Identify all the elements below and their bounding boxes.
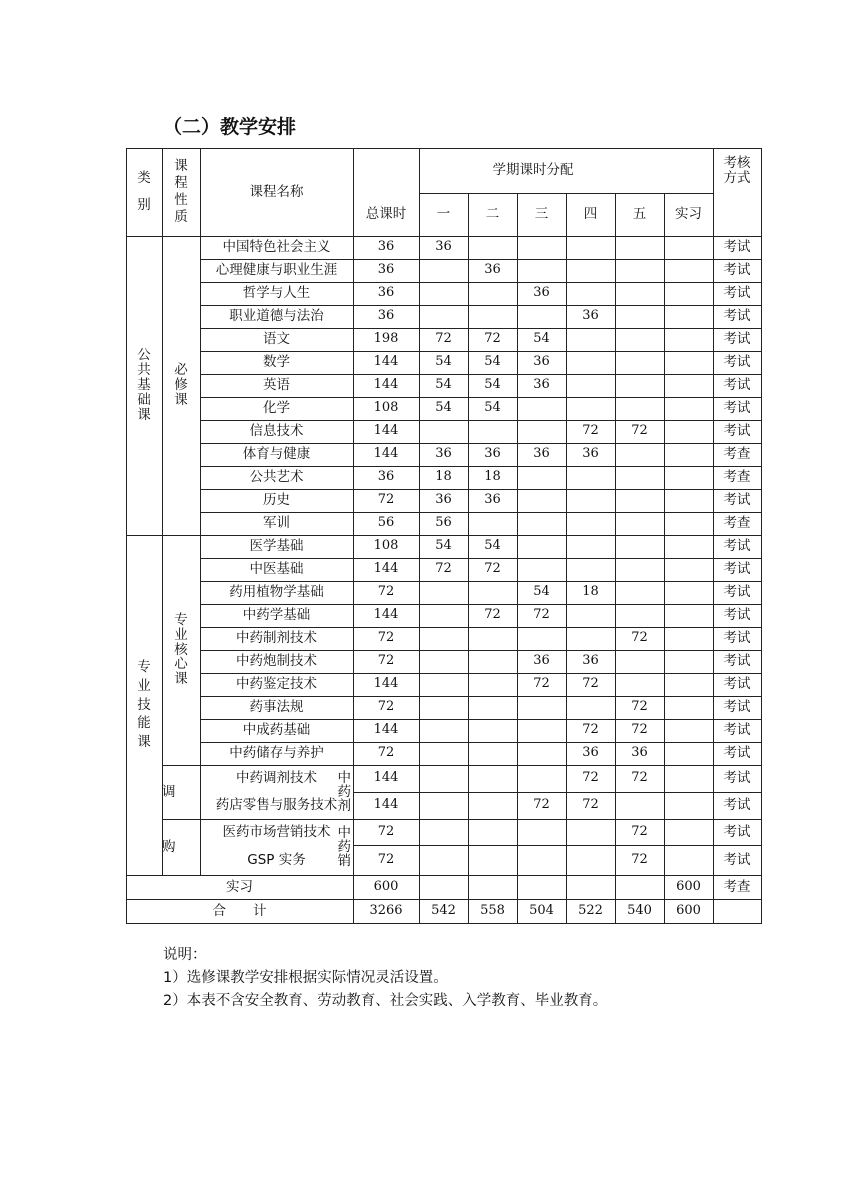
- header-exam-method: 考核方式: [723, 154, 751, 186]
- course-name: 中药鉴定技术: [236, 676, 317, 693]
- hours-cell: 558: [480, 902, 505, 918]
- course-name: 语文: [263, 331, 290, 348]
- hours-cell: [419, 305, 468, 328]
- hours-cell: [615, 443, 664, 466]
- course-name: 信息技术: [249, 423, 304, 440]
- internship-label: 实习: [226, 878, 253, 895]
- hours-cell: [664, 420, 713, 443]
- hours-cell: 72: [435, 561, 452, 577]
- hours-cell: [566, 282, 615, 305]
- exam-method: 考试: [723, 745, 751, 762]
- exam-method: 考试: [723, 653, 751, 670]
- header-category: 类 别: [137, 170, 151, 213]
- hours-cell: [664, 489, 713, 512]
- hours-cell: [615, 673, 664, 696]
- exam-method: 考试: [723, 823, 751, 840]
- exam-method: 考试: [723, 630, 751, 647]
- hours-cell: [517, 558, 566, 581]
- hours-cell: 72: [631, 699, 648, 715]
- exam-method: 考试: [723, 285, 751, 302]
- hours-cell: 72: [582, 722, 599, 738]
- hours-cell: [664, 236, 713, 259]
- hours-cell: 36: [377, 262, 395, 278]
- hours-cell: 36: [484, 492, 501, 508]
- notes-heading: 说明：: [163, 947, 207, 963]
- hours-cell: [517, 397, 566, 420]
- header-col-4: 四: [583, 206, 598, 223]
- hours-cell: [419, 420, 468, 443]
- hours-cell: [615, 259, 664, 282]
- course-name: 中药制剂技术: [236, 630, 317, 647]
- hours-cell: 54: [484, 377, 501, 393]
- hours-cell: [517, 765, 566, 792]
- exam-method: 考试: [723, 354, 751, 371]
- course-name: 英语: [263, 377, 290, 394]
- hours-cell: 18: [435, 469, 452, 485]
- course-name: 公共艺术: [249, 469, 304, 486]
- hours-cell: 36: [533, 446, 550, 462]
- course-name: 中成药基础: [242, 722, 311, 739]
- header-semester-distribution: 学期课时分配: [492, 162, 574, 179]
- hours-cell: [468, 719, 517, 742]
- hours-cell: 72: [377, 699, 395, 715]
- course-name: 医学基础: [249, 538, 304, 555]
- header-col-3: 三: [534, 206, 549, 223]
- exam-method: 考试: [723, 331, 751, 348]
- course-name: 历史: [263, 492, 290, 509]
- note-item: 2）本表不含安全教育、劳动教育、社会实践、入学教育、毕业教育。: [163, 993, 608, 1009]
- hours-cell: [664, 604, 713, 627]
- hours-cell: [664, 765, 713, 792]
- exam-method: 考试: [723, 607, 751, 624]
- hours-cell: [468, 742, 517, 765]
- hours-cell: 54: [484, 400, 501, 416]
- header-col-1: 一: [436, 206, 451, 223]
- hours-cell: 36: [631, 745, 648, 761]
- hours-cell: 144: [373, 797, 399, 813]
- course-name: 中药调剂技术: [236, 770, 317, 787]
- course-name: GSP 实务: [247, 851, 306, 868]
- hours-cell: [419, 719, 468, 742]
- hours-cell: 72: [631, 630, 648, 646]
- hours-cell: [419, 627, 468, 650]
- hours-cell: [615, 282, 664, 305]
- hours-cell: 54: [435, 538, 452, 554]
- hours-cell: [664, 374, 713, 397]
- hours-cell: [615, 374, 664, 397]
- hours-cell: [615, 236, 664, 259]
- course-name: 中药炮制技术: [236, 653, 317, 670]
- hours-cell: 36: [435, 239, 452, 255]
- hours-cell: 72: [484, 331, 501, 347]
- hours-cell: [664, 397, 713, 420]
- hours-cell: [566, 696, 615, 719]
- hours-cell: [566, 558, 615, 581]
- hours-cell: [615, 305, 664, 328]
- hours-cell: 18: [484, 469, 501, 485]
- hours-cell: 72: [631, 770, 648, 786]
- hours-cell: [664, 259, 713, 282]
- hours-cell: [468, 627, 517, 650]
- course-name: 医药市场营销技术: [222, 823, 331, 840]
- hours-cell: 540: [627, 902, 652, 918]
- group-professional-core: 专 业 核 心 课: [174, 611, 188, 688]
- hours-cell: 54: [484, 538, 501, 554]
- hours-cell: 3266: [369, 902, 403, 918]
- hours-cell: [664, 792, 713, 819]
- header-course-name: 课程名称: [249, 183, 304, 200]
- hours-cell: [468, 305, 517, 328]
- hours-cell: [566, 535, 615, 558]
- header-col-2: 二: [485, 206, 500, 223]
- hours-cell: [419, 581, 468, 604]
- hours-cell: 72: [484, 561, 501, 577]
- hours-cell: [664, 512, 713, 535]
- hours-cell: 18: [582, 584, 599, 600]
- hours-cell: [566, 512, 615, 535]
- exam-method: 考试: [723, 770, 751, 787]
- hours-cell: 72: [484, 607, 501, 623]
- hours-cell: [468, 420, 517, 443]
- hours-cell: 56: [377, 515, 395, 531]
- hours-cell: [419, 604, 468, 627]
- hours-cell: 144: [373, 770, 399, 786]
- hours-cell: 36: [533, 354, 550, 370]
- hours-cell: [517, 535, 566, 558]
- hours-cell: [615, 351, 664, 374]
- hours-cell: [517, 696, 566, 719]
- hours-cell: [468, 845, 517, 875]
- hours-cell: 72: [582, 797, 599, 813]
- course-name: 军训: [263, 515, 290, 532]
- hours-cell: [615, 558, 664, 581]
- hours-cell: [566, 397, 615, 420]
- hours-cell: [615, 792, 664, 819]
- hours-cell: [566, 328, 615, 351]
- hours-cell: 522: [578, 902, 603, 918]
- total-label: 合 计: [212, 902, 267, 919]
- hours-cell: 72: [533, 797, 550, 813]
- hours-cell: [517, 466, 566, 489]
- hours-cell: 198: [373, 331, 399, 347]
- hours-cell: 36: [582, 308, 599, 324]
- hours-cell: [566, 351, 615, 374]
- hours-cell: [419, 765, 468, 792]
- hours-cell: 72: [582, 423, 599, 439]
- course-name: 心理健康与职业生涯: [215, 262, 338, 279]
- hours-cell: [419, 742, 468, 765]
- hours-cell: [517, 305, 566, 328]
- hours-cell: [419, 845, 468, 875]
- hours-cell: 144: [373, 607, 399, 623]
- hours-cell: [468, 673, 517, 696]
- exam-method: 考查: [723, 446, 751, 463]
- hours-cell: 54: [435, 354, 452, 370]
- hours-cell: [615, 604, 664, 627]
- hours-cell: [664, 282, 713, 305]
- hours-cell: [517, 819, 566, 845]
- hours-cell: [566, 374, 615, 397]
- hours-cell: [615, 535, 664, 558]
- hours-cell: [664, 650, 713, 673]
- hours-cell: [664, 535, 713, 558]
- hours-cell: [468, 236, 517, 259]
- hours-cell: [615, 397, 664, 420]
- hours-cell: 600: [373, 878, 399, 894]
- hours-cell: [664, 351, 713, 374]
- hours-cell: 54: [435, 377, 452, 393]
- hours-cell: [615, 466, 664, 489]
- exam-method: 考试: [723, 308, 751, 325]
- hours-cell: 144: [373, 561, 399, 577]
- exam-method: 考试: [723, 423, 751, 440]
- hours-cell: [566, 627, 615, 650]
- course-name: 中药学基础: [242, 607, 311, 624]
- hours-cell: [664, 581, 713, 604]
- hours-cell: 36: [582, 446, 599, 462]
- exam-method: 考试: [723, 538, 751, 555]
- hours-cell: 36: [435, 492, 452, 508]
- hours-cell: [566, 819, 615, 845]
- hours-cell: 72: [377, 823, 395, 839]
- hours-cell: 36: [533, 377, 550, 393]
- hours-cell: [566, 489, 615, 512]
- hours-cell: [517, 420, 566, 443]
- hours-cell: [664, 742, 713, 765]
- hours-cell: 72: [377, 745, 395, 761]
- hours-cell: 144: [373, 377, 399, 393]
- exam-method: 考查: [723, 515, 751, 532]
- hours-cell: 36: [582, 653, 599, 669]
- hours-cell: 72: [582, 770, 599, 786]
- hours-cell: 72: [631, 423, 648, 439]
- hours-cell: 600: [676, 878, 701, 894]
- exam-method: 考试: [723, 797, 751, 814]
- hours-cell: [615, 328, 664, 351]
- group-professional-skill: 专 业 技 能 课: [137, 658, 151, 751]
- exam-method: 考试: [723, 699, 751, 716]
- hours-cell: 72: [377, 851, 395, 867]
- course-name: 化学: [263, 400, 290, 417]
- hours-cell: [664, 443, 713, 466]
- hours-cell: [664, 305, 713, 328]
- hours-cell: [615, 875, 664, 899]
- hours-cell: 144: [373, 722, 399, 738]
- hours-cell: [615, 581, 664, 604]
- hours-cell: [419, 282, 468, 305]
- group-required: 必 修 课: [174, 362, 188, 408]
- course-name: 中药储存与养护: [229, 745, 324, 762]
- hours-cell: 54: [484, 354, 501, 370]
- teaching-schedule-table: [126, 148, 761, 923]
- hours-cell: 72: [377, 492, 395, 508]
- hours-cell: 542: [431, 902, 456, 918]
- course-name: 中国特色社会主义: [222, 239, 331, 256]
- exam-method: 考试: [723, 377, 751, 394]
- hours-cell: [419, 673, 468, 696]
- hours-cell: 36: [484, 262, 501, 278]
- hours-cell: [566, 604, 615, 627]
- hours-cell: [566, 259, 615, 282]
- hours-cell: [517, 742, 566, 765]
- hours-cell: 72: [377, 653, 395, 669]
- hours-cell: 36: [377, 285, 395, 301]
- exam-method: 考试: [723, 722, 751, 739]
- course-name: 药店零售与服务技术: [215, 797, 338, 814]
- header-col-6: 实习: [675, 206, 702, 223]
- exam-method: [713, 899, 761, 923]
- hours-cell: [664, 466, 713, 489]
- hours-cell: 36: [377, 469, 395, 485]
- course-name: 数学: [263, 354, 290, 371]
- course-name: 哲学与人生: [242, 285, 311, 302]
- hours-cell: [664, 819, 713, 845]
- hours-cell: 144: [373, 423, 399, 439]
- hours-cell: [468, 282, 517, 305]
- hours-cell: [517, 719, 566, 742]
- group-sales: 购 中 药 销: [162, 824, 351, 870]
- exam-method: 考试: [723, 584, 751, 601]
- hours-cell: [419, 650, 468, 673]
- hours-cell: [517, 875, 566, 899]
- exam-method: 考试: [723, 561, 751, 578]
- hours-cell: [566, 466, 615, 489]
- hours-cell: [615, 489, 664, 512]
- hours-cell: 72: [631, 722, 648, 738]
- group-public-basic: 公 共 基 础 课: [137, 347, 151, 423]
- hours-cell: 54: [435, 400, 452, 416]
- hours-cell: 72: [435, 331, 452, 347]
- hours-cell: [468, 696, 517, 719]
- hours-cell: [419, 875, 468, 899]
- hours-cell: [664, 696, 713, 719]
- hours-cell: [419, 259, 468, 282]
- hours-cell: [664, 328, 713, 351]
- note-item: 1）选修课教学安排根据实际情况灵活设置。: [163, 970, 448, 986]
- hours-cell: 72: [533, 676, 550, 692]
- hours-cell: 72: [377, 630, 395, 646]
- exam-method: 考查: [723, 878, 751, 895]
- hours-cell: 72: [533, 607, 550, 623]
- exam-method: 考试: [723, 676, 751, 693]
- hours-cell: 72: [631, 851, 648, 867]
- hours-cell: 56: [435, 515, 452, 531]
- hours-cell: 54: [533, 584, 550, 600]
- hours-cell: [419, 696, 468, 719]
- hours-cell: 36: [533, 653, 550, 669]
- exam-method: 考查: [723, 469, 751, 486]
- hours-cell: 36: [533, 285, 550, 301]
- hours-cell: 72: [582, 676, 599, 692]
- exam-method: 考试: [723, 851, 751, 868]
- hours-cell: [517, 627, 566, 650]
- course-name: 药用植物学基础: [229, 584, 324, 601]
- hours-cell: [468, 765, 517, 792]
- hours-cell: [468, 819, 517, 845]
- hours-cell: [664, 627, 713, 650]
- hours-cell: 36: [435, 446, 452, 462]
- hours-cell: 504: [529, 902, 554, 918]
- hours-cell: [468, 581, 517, 604]
- hours-cell: [664, 673, 713, 696]
- hours-cell: 72: [631, 823, 648, 839]
- hours-cell: [664, 719, 713, 742]
- group-dispensing: 调 中 药 剂: [162, 769, 351, 815]
- hours-cell: 108: [373, 400, 399, 416]
- hours-cell: [468, 792, 517, 819]
- hours-cell: [419, 819, 468, 845]
- hours-cell: 36: [582, 745, 599, 761]
- hours-cell: 144: [373, 446, 399, 462]
- hours-cell: [419, 792, 468, 819]
- header-course-nature: 课 程 性 质: [174, 158, 188, 225]
- hours-cell: 600: [676, 902, 701, 918]
- hours-cell: 36: [377, 308, 395, 324]
- hours-cell: [468, 512, 517, 535]
- hours-cell: 36: [377, 239, 395, 255]
- hours-cell: [615, 650, 664, 673]
- page-title: （二）教学安排: [163, 116, 297, 138]
- header-col-5: 五: [632, 206, 647, 223]
- hours-cell: [517, 845, 566, 875]
- hours-cell: 144: [373, 676, 399, 692]
- hours-cell: [566, 236, 615, 259]
- hours-cell: [517, 259, 566, 282]
- exam-method: 考试: [723, 492, 751, 509]
- hours-cell: [664, 558, 713, 581]
- course-name: 体育与健康: [242, 446, 311, 463]
- hours-cell: 144: [373, 354, 399, 370]
- exam-method: 考试: [723, 239, 751, 256]
- hours-cell: [664, 845, 713, 875]
- hours-cell: 54: [533, 331, 550, 347]
- hours-cell: [517, 236, 566, 259]
- exam-method: 考试: [723, 400, 751, 417]
- hours-cell: 108: [373, 538, 399, 554]
- hours-cell: [517, 489, 566, 512]
- hours-cell: [468, 650, 517, 673]
- hours-cell: [468, 875, 517, 899]
- course-name: 职业道德与法治: [229, 308, 324, 325]
- hours-cell: 36: [484, 446, 501, 462]
- course-name: 药事法规: [249, 699, 304, 716]
- notes: [163, 944, 607, 1013]
- hours-cell: [517, 512, 566, 535]
- course-name: 中医基础: [249, 561, 304, 578]
- exam-method: 考试: [723, 262, 751, 279]
- header-col-0: 总课时: [365, 206, 407, 223]
- hours-cell: [615, 512, 664, 535]
- hours-cell: [566, 875, 615, 899]
- hours-cell: 72: [377, 584, 395, 600]
- hours-cell: [566, 845, 615, 875]
